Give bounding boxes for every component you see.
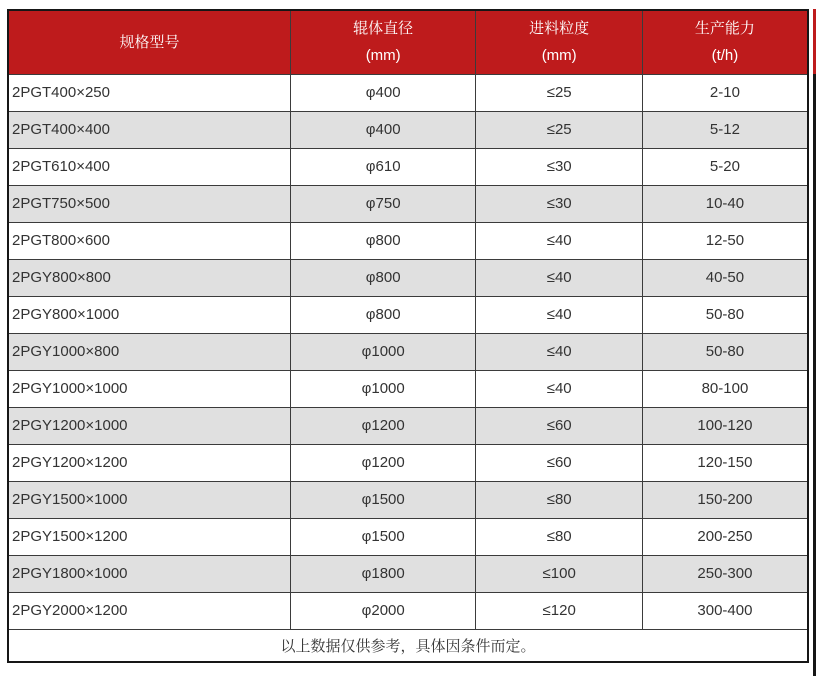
table-cell: 2PGY800×800 [8, 259, 290, 296]
table-cell: 40-50 [642, 259, 808, 296]
table-cell: φ2000 [290, 592, 476, 629]
table-cell: 2PGT800×600 [8, 222, 290, 259]
table-cell: φ400 [290, 74, 476, 111]
table-cell: 2PGT610×400 [8, 148, 290, 185]
table-cell: 2PGY800×1000 [8, 296, 290, 333]
table-row [8, 296, 808, 333]
table-row [8, 185, 808, 222]
table-row [8, 592, 808, 629]
spec-table-header [8, 10, 808, 74]
table-cell: φ1800 [290, 555, 476, 592]
table-cell: φ800 [290, 222, 476, 259]
header-row [8, 10, 808, 74]
table-cell: 2PGT400×400 [8, 111, 290, 148]
table-row [8, 555, 808, 592]
table-cell: φ800 [290, 296, 476, 333]
table-body [8, 74, 808, 629]
table-cell: ≤40 [476, 370, 642, 407]
table-cell: 200-250 [642, 518, 808, 555]
table-cell: φ800 [290, 259, 476, 296]
table-cell: ≤60 [476, 444, 642, 481]
table-cell: ≤30 [476, 185, 642, 222]
table-cell: 2PGY1800×1000 [8, 555, 290, 592]
table-cell: 2PGT400×250 [8, 74, 290, 111]
table-cell: ≤40 [476, 259, 642, 296]
table-cell: 5-12 [642, 111, 808, 148]
table-row [8, 74, 808, 111]
table-row [8, 222, 808, 259]
table-cell: ≤40 [476, 333, 642, 370]
table-cell: ≤100 [476, 555, 642, 592]
table-row [8, 444, 808, 481]
table-cell: φ1000 [290, 333, 476, 370]
header-cell-roller-diameter [290, 10, 476, 74]
header-cell-feed-size [476, 10, 642, 74]
table-cell: φ1500 [290, 518, 476, 555]
table-cell: 120-150 [642, 444, 808, 481]
table-row [8, 111, 808, 148]
footer-row [8, 629, 808, 662]
table-cell: 50-80 [642, 296, 808, 333]
table-cell: 250-300 [642, 555, 808, 592]
table-cell: 50-80 [642, 333, 808, 370]
table-cell: ≤30 [476, 148, 642, 185]
table-row [8, 333, 808, 370]
table-row [8, 259, 808, 296]
table-cell: 12-50 [642, 222, 808, 259]
header-title: 进料粒度 [529, 20, 590, 38]
header-unit: (mm) [541, 47, 577, 65]
table-cell: φ1000 [290, 370, 476, 407]
table-cell: φ1200 [290, 444, 476, 481]
table-cell: 2PGY1000×1000 [8, 370, 290, 407]
table-cell: ≤25 [476, 74, 642, 111]
table-cell: 2PGY2000×1200 [8, 592, 290, 629]
table-cell: ≤25 [476, 111, 642, 148]
table-cell: ≤40 [476, 222, 642, 259]
table-cell: φ1500 [290, 481, 476, 518]
table-row [8, 148, 808, 185]
table-cell: 100-120 [642, 407, 808, 444]
table-cell: 2PGY1200×1000 [8, 407, 290, 444]
table-cell: 2PGY1200×1200 [8, 444, 290, 481]
table-row [8, 518, 808, 555]
table-cell: 80-100 [642, 370, 808, 407]
header-unit: (mm) [365, 47, 401, 65]
table-row [8, 407, 808, 444]
spec-table-footer [8, 629, 808, 662]
header-unit: (t/h) [711, 47, 739, 65]
table-cell: φ750 [290, 185, 476, 222]
table-row [8, 370, 808, 407]
table-cell: 300-400 [642, 592, 808, 629]
table-cell: 5-20 [642, 148, 808, 185]
table-cell: φ400 [290, 111, 476, 148]
table-cell: ≤80 [476, 518, 642, 555]
table-cell: 2-10 [642, 74, 808, 111]
table-cell: ≤40 [476, 296, 642, 333]
table-cell: 150-200 [642, 481, 808, 518]
table-cell: 2PGT750×500 [8, 185, 290, 222]
header-cell-capacity [642, 10, 808, 74]
table-cell: 2PGY1500×1000 [8, 481, 290, 518]
spec-table [7, 9, 809, 663]
header-cell-model [8, 10, 290, 74]
table-cell: φ1200 [290, 407, 476, 444]
header-title: 生产能力 [694, 20, 755, 38]
table-cell: 2PGY1500×1200 [8, 518, 290, 555]
table-cell: ≤120 [476, 592, 642, 629]
table-cell: 10-40 [642, 185, 808, 222]
table-cell: ≤80 [476, 481, 642, 518]
footer-note: 以上数据仅供参考，具体因条件而定。 [8, 629, 808, 662]
table-cell: φ610 [290, 148, 476, 185]
table-cell: 2PGY1000×800 [8, 333, 290, 370]
header-title: 辊体直径 [353, 20, 414, 38]
table-cell: ≤60 [476, 407, 642, 444]
table-row [8, 481, 808, 518]
header-title: 规格型号 [119, 33, 180, 51]
